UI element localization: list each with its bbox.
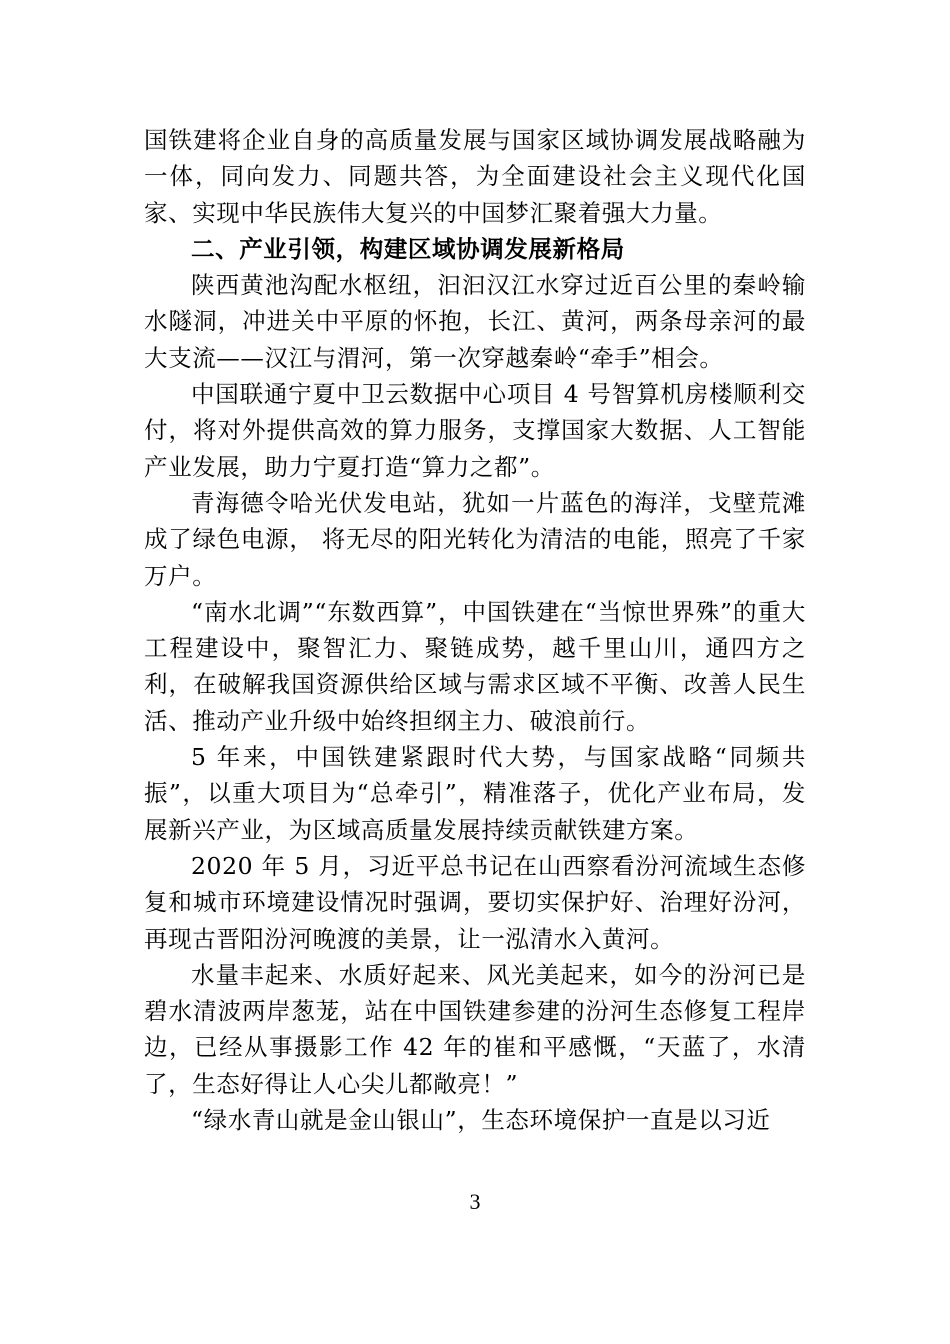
paragraph-continuation: 国铁建将企业自身的高质量发展与国家区域协调发展战略融为一体，同向发力、同题共答，为全面建设社会主义现代化国家、实现中华民族伟大复兴的中国梦汇聚着强大力量。 — [144, 126, 806, 227]
page-number: 3 — [469, 1189, 481, 1214]
paragraph: 青海德令哈光伏发电站，犹如一片蓝色的海洋，戈壁荒滩成了绿色电源， 将无尽的阳光转化为清洁的电能，照亮了千家万户。 — [144, 488, 806, 590]
body-text — [144, 122, 806, 1138]
paragraph: 5 年来，中国铁建紧跟时代大势，与国家战略“同频共振”，以重大项目为“总牵引”，精准落子，优化产业布局，发展新兴产业，为区域高质量发展持续贡献铁建方案。 — [144, 743, 806, 844]
section-heading: 二、产业引领，构建区域协调发展新格局 — [191, 234, 625, 263]
paragraph: 中国联通宁夏中卫云数据中心项目 4 号智算机房楼顺利交付，将对外提供高效的算力服务，支撑国家大数据、人工智能产业发展，助力宁夏打造“算力之都”。 — [144, 380, 806, 481]
paragraph-truncated: “绿水青山就是金山银山”，生态环境保护一直是以习近 — [191, 1106, 771, 1135]
paragraph: 2020 年 5 月，习近平总书记在山西察看汾河流域生态修复和城市环境建设情况时强调，要切实保护好、治理好汾河，再现古晋阳汾河晚渡的美景，让一泓清水入黄河。 — [144, 851, 806, 953]
paragraph: “南水北调”“东数西算”，中国铁建在“当惊世界殊”的重大工程建设中，聚智汇力、聚链成势，越千里山川，通四方之利，在破解我国资源供给区域与需求区域不平衡、改善人民生活、推动产业升级中始终担纲主力、破浪前行。 — [144, 597, 806, 735]
paragraph: 水量丰起来、水质好起来、风光美起来，如今的汾河已是碧水清波两岸葱茏，站在中国铁建参建的汾河生态修复工程岸边，已经从事摄影工作 42 年的崔和平感慨，“天蓝了，水清了，生态好得让人心尖儿都敞亮！” — [144, 960, 806, 1098]
paragraph: 陕西黄池沟配水枢纽，汩汩汉江水穿过近百公里的秦岭输水隧洞，冲进关中平原的怀抱，长江、黄河，两条母亲河的最大支流——汉江与渭河，第一次穿越秦岭“牵手”相会。 — [144, 271, 806, 372]
